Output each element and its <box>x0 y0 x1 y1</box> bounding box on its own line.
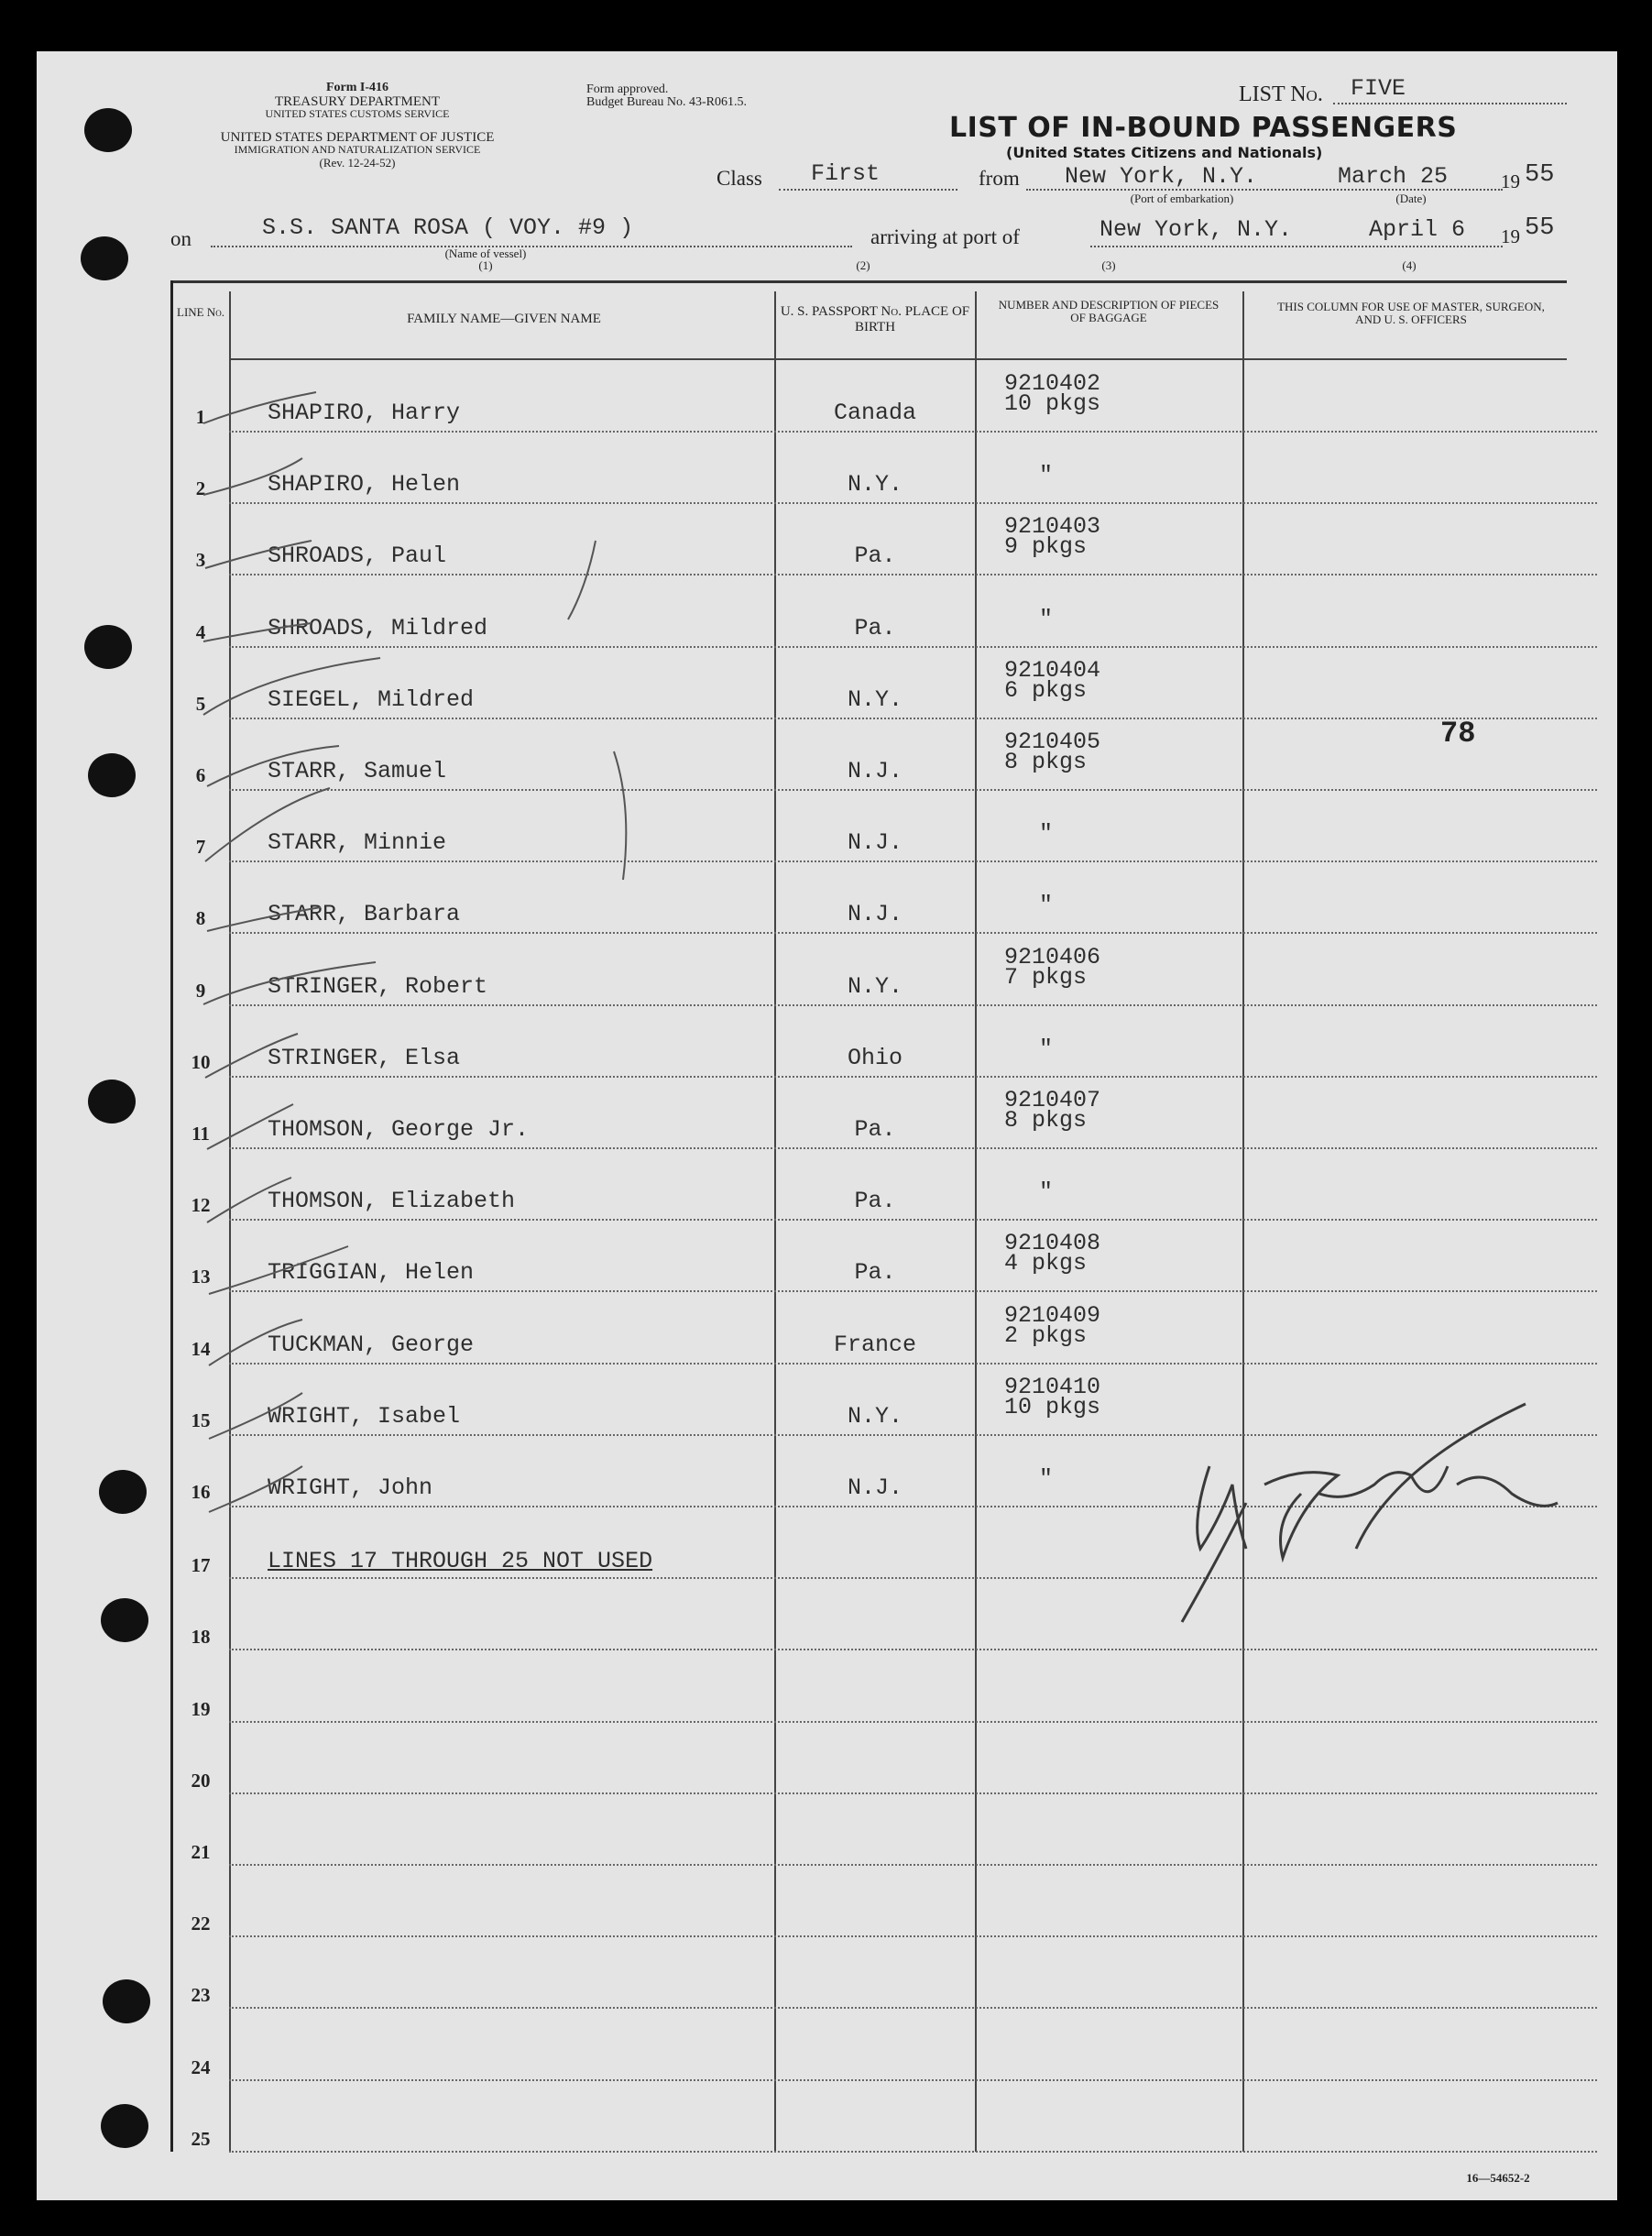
place-of-birth: France <box>833 1331 916 1358</box>
officer-annotation: 78 <box>1440 717 1476 751</box>
date-caption: (Date) <box>1395 192 1427 205</box>
line-number: 17 <box>191 1554 211 1577</box>
baggage-pieces: " <box>1039 1178 1054 1206</box>
treasury-dept: TREASURY DEPARTMENT <box>274 94 441 109</box>
passenger-name: WRIGHT, Isabel <box>268 1402 461 1430</box>
passenger-name: SHAPIRO, Helen <box>268 471 461 499</box>
form-subtitle: (United States Citizens and Nationals) <box>1006 144 1323 161</box>
line-number: 15 <box>191 1408 211 1431</box>
line-number: 2 <box>195 477 206 500</box>
col-num-2: (2) <box>856 258 870 272</box>
baggage-pieces: " <box>1039 1465 1054 1492</box>
baggage-number: 9210405 <box>1004 729 1101 755</box>
place-of-birth: Ohio <box>847 1044 903 1071</box>
line-number: 25 <box>191 2127 211 2150</box>
passenger-name: STARR, Minnie <box>268 829 447 857</box>
arriving-label: arriving at port of <box>870 225 1020 248</box>
place-of-birth: N.J. <box>847 901 903 928</box>
baggage-number: 9210403 <box>1004 513 1101 541</box>
line-number: 18 <box>191 1626 211 1649</box>
baggage-pieces: 10 pkgs <box>1004 1393 1101 1420</box>
line-number: 23 <box>191 1984 211 2007</box>
class-value: First <box>811 160 881 187</box>
col-num-3: (3) <box>1101 258 1116 272</box>
place-of-birth: N.J. <box>847 1474 903 1501</box>
vessel-name: S.S. SANTA ROSA ( VOY. #9 ) <box>262 214 634 241</box>
arrival-date: April 6 <box>1369 216 1466 243</box>
baggage-pieces: " <box>1039 820 1054 848</box>
form-number: Form I-416 <box>325 81 389 94</box>
on-label: on <box>170 227 191 250</box>
place-of-birth: N.Y. <box>847 1402 903 1430</box>
baggage-pieces: 7 pkgs <box>1004 963 1088 991</box>
customs-service: UNITED STATES CUSTOMS SERVICE <box>265 107 450 120</box>
baggage-pieces: 8 pkgs <box>1004 749 1088 775</box>
baggage-pieces: " <box>1039 892 1054 919</box>
line-number: 20 <box>191 1769 211 1792</box>
embark-port: New York, N.Y. <box>1065 163 1258 190</box>
signature <box>1182 1404 1558 1622</box>
passenger-name: SHROADS, Paul <box>268 543 447 570</box>
vessel-caption: (Name of vessel) <box>444 247 527 260</box>
baggage-number: 9210408 <box>1004 1230 1101 1257</box>
line-number: 5 <box>195 692 206 715</box>
place-of-birth: Pa. <box>854 614 896 641</box>
ins-service: IMMIGRATION AND NATURALIZATION SERVICE <box>234 143 481 156</box>
place-of-birth: Pa. <box>854 1188 896 1215</box>
port-caption: (Port of embarkation) <box>1130 192 1234 205</box>
passenger-name: SHROADS, Mildred <box>268 614 488 641</box>
passenger-name: TUCKMAN, George <box>268 1331 475 1358</box>
line-number: 19 <box>191 1697 211 1720</box>
baggage-pieces: 4 pkgs <box>1004 1250 1088 1277</box>
list-label: LIST No. <box>1239 82 1323 106</box>
baggage-number: 9210404 <box>1004 656 1101 684</box>
baggage-number: 9210410 <box>1004 1373 1101 1400</box>
revision: (Rev. 12-24-52) <box>319 156 396 170</box>
passenger-name: SIEGEL, Mildred <box>268 685 475 713</box>
baggage-number: 9210409 <box>1004 1301 1101 1329</box>
line-number: 7 <box>195 836 206 859</box>
passenger-name: THOMSON, Elizabeth <box>268 1188 516 1215</box>
list-number: FIVE <box>1351 75 1406 102</box>
line-number: 24 <box>191 2055 211 2078</box>
place-of-birth: Canada <box>833 400 916 426</box>
passenger-name: THOMSON, George Jr. <box>268 1116 530 1143</box>
col-num-1: (1) <box>478 258 493 272</box>
place-of-birth: Pa. <box>854 1116 896 1143</box>
line-number: 6 <box>195 764 206 786</box>
line-number: 10 <box>191 1050 211 1073</box>
place-of-birth: Pa. <box>854 543 896 570</box>
line-number: 11 <box>191 1123 210 1145</box>
footer-code: 16—54652-2 <box>1466 2171 1530 2185</box>
arrival-port: New York, N.Y. <box>1100 216 1293 243</box>
col-header-line: LINE No. <box>177 305 224 319</box>
col-header-baggage: NUMBER AND DESCRIPTION OF PIECES OF BAGGAGE <box>998 298 1220 325</box>
arrival-year: 55 <box>1525 214 1555 242</box>
baggage-pieces: 2 pkgs <box>1004 1321 1088 1349</box>
line-number: 12 <box>191 1194 211 1217</box>
line-number: 21 <box>191 1841 211 1863</box>
line-number: 22 <box>191 1913 211 1935</box>
baggage-pieces: " <box>1039 462 1054 489</box>
justice-dept: UNITED STATES DEPARTMENT OF JUSTICE <box>220 130 495 145</box>
baggage-pieces: 10 pkgs <box>1004 390 1101 417</box>
col-num-4: (4) <box>1402 258 1417 272</box>
baggage-pieces: 6 pkgs <box>1004 676 1088 704</box>
unused-lines-note: LINES 17 THROUGH 25 NOT USED <box>268 1548 653 1575</box>
passenger-name: STARR, Samuel <box>268 758 447 784</box>
baggage-pieces: " <box>1039 1035 1054 1062</box>
arrival-century: 19 <box>1501 225 1520 247</box>
place-of-birth: N.Y. <box>847 972 903 1000</box>
baggage-pieces: 9 pkgs <box>1004 533 1088 561</box>
baggage-number: 9210407 <box>1004 1087 1101 1113</box>
embark-century: 19 <box>1501 170 1520 192</box>
place-of-birth: N.J. <box>847 829 903 857</box>
from-label: from <box>979 167 1020 190</box>
col-header-officers: THIS COLUMN FOR USE OF MASTER, SURGEON, AND U. S. OFFICERS <box>1277 300 1545 327</box>
line-number: 9 <box>195 979 206 1002</box>
passenger-name: SHAPIRO, Harry <box>268 400 461 426</box>
line-number: 3 <box>195 549 206 572</box>
form-approved: Form approved. <box>586 82 669 96</box>
line-number: 14 <box>191 1337 211 1360</box>
baggage-number: 9210406 <box>1004 943 1101 970</box>
place-of-birth: Pa. <box>854 1259 896 1287</box>
embark-year: 55 <box>1525 161 1555 189</box>
place-of-birth: N.Y. <box>847 685 903 713</box>
passenger-name: STRINGER, Elsa <box>268 1044 461 1071</box>
baggage-pieces: 8 pkgs <box>1004 1107 1088 1134</box>
place-of-birth: N.Y. <box>847 471 903 499</box>
baggage-pieces: " <box>1039 605 1054 632</box>
line-number: 16 <box>191 1481 211 1503</box>
line-number: 1 <box>195 406 206 428</box>
embark-date: March 25 <box>1338 163 1449 190</box>
form-title: LIST OF IN-BOUND PASSENGERS <box>949 112 1458 144</box>
line-number: 8 <box>195 907 206 930</box>
passenger-name: STRINGER, Robert <box>268 972 488 1000</box>
budget-bureau: Budget Bureau No. 43-R061.5. <box>586 95 747 109</box>
class-label: Class <box>717 167 762 190</box>
line-number: 4 <box>195 620 206 643</box>
passenger-name: WRIGHT, John <box>268 1474 433 1501</box>
passenger-name: TRIGGIAN, Helen <box>268 1259 475 1287</box>
line-number: 13 <box>191 1266 211 1288</box>
col-header-passport: U. S. PASSPORT No. PLACE OF BIRTH <box>780 304 970 334</box>
place-of-birth: N.J. <box>847 758 903 784</box>
baggage-number: 9210402 <box>1004 370 1101 397</box>
col-header-name: FAMILY NAME—GIVEN NAME <box>407 312 601 326</box>
passenger-name: STARR, Barbara <box>268 901 461 928</box>
